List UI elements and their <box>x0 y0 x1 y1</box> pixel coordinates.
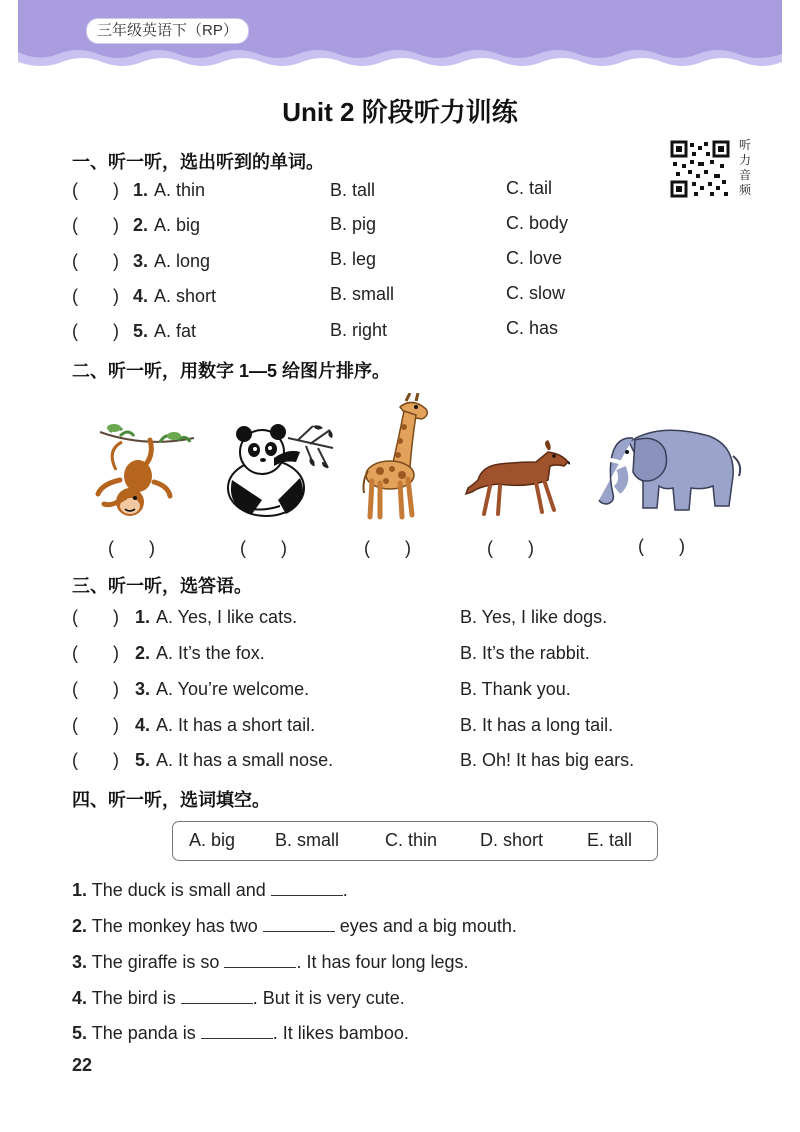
option-a[interactable]: A. It has a small nose. <box>156 750 334 770</box>
fill-blank[interactable] <box>271 877 343 896</box>
question-number: 2. <box>135 643 151 663</box>
option-b[interactable]: B. small <box>330 284 395 304</box>
option-c[interactable]: C. has <box>506 318 559 338</box>
fill-sentence <box>72 949 469 973</box>
question-number: 4. <box>72 988 88 1008</box>
option-c[interactable]: C. tail <box>506 178 553 198</box>
question-number: 1. <box>133 180 149 200</box>
word-option[interactable]: C. thin <box>385 830 438 850</box>
sentence-end: eyes and a big mouth. <box>334 916 517 936</box>
sentence-start: The duck is small and <box>91 880 271 900</box>
question-number: 4. <box>135 715 151 735</box>
giraffe-image <box>360 393 440 521</box>
answer-blank[interactable]: ( ) <box>72 750 119 770</box>
option-a[interactable]: A. big <box>154 215 201 235</box>
fill-sentence <box>72 913 517 937</box>
word-option[interactable]: E. tall <box>587 830 633 850</box>
answer-blank[interactable]: ( ) <box>72 715 119 735</box>
option-a[interactable]: A. short <box>154 286 217 306</box>
option-b[interactable]: B. It has a long tail. <box>460 715 614 735</box>
question-number: 5. <box>72 1023 88 1043</box>
answer-blank[interactable]: ( ) <box>72 643 119 663</box>
answer-blank[interactable]: ( ) <box>72 679 119 699</box>
sentence-start: The bird is <box>91 988 181 1008</box>
monkey-image <box>90 410 200 522</box>
order-blank[interactable]: ( ) <box>364 538 411 558</box>
answer-blank[interactable]: ( ) <box>72 321 119 341</box>
question-number: 1. <box>72 880 88 900</box>
option-a[interactable]: A. It’s the fox. <box>156 643 265 663</box>
question-number: 5. <box>133 321 149 341</box>
answer-blank[interactable]: ( ) <box>72 286 119 306</box>
option-a[interactable]: A. thin <box>154 180 206 200</box>
option-a[interactable]: A. Yes, I like cats. <box>156 607 298 627</box>
sentence-end: . But it is very cute. <box>252 988 405 1008</box>
option-a[interactable]: A. It has a short tail. <box>156 715 316 735</box>
option-b[interactable]: B. Oh! It has big ears. <box>460 750 635 770</box>
word-option[interactable]: A. big <box>189 830 236 850</box>
word-option[interactable]: D. short <box>480 830 544 850</box>
answer-blank[interactable]: ( ) <box>72 607 119 627</box>
option-b[interactable]: B. It’s the rabbit. <box>460 643 590 663</box>
option-b[interactable]: B. Yes, I like dogs. <box>460 607 608 627</box>
answer-blank[interactable]: ( ) <box>72 215 119 235</box>
panda-image <box>218 418 338 520</box>
sentence-start: The giraffe is so <box>91 952 225 972</box>
option-c[interactable]: C. body <box>506 213 569 233</box>
page-number: 22 <box>72 1055 93 1075</box>
sentence-end: . <box>342 880 348 900</box>
question-number: 3. <box>135 679 151 699</box>
question-number: 5. <box>135 750 151 770</box>
question-number: 2. <box>72 916 88 936</box>
page-title: Unit 2 阶段听力训练 <box>282 97 518 127</box>
question-number: 2. <box>133 215 149 235</box>
sentence-start: The monkey has two <box>91 916 263 936</box>
option-b[interactable]: B. leg <box>330 249 377 269</box>
section3-heading: 三、听一听，选答语。 <box>72 576 252 596</box>
order-blank[interactable]: ( ) <box>108 538 155 558</box>
order-blank[interactable]: ( ) <box>487 538 534 558</box>
word-bank <box>172 821 658 861</box>
option-a[interactable]: A. You’re welcome. <box>156 679 310 699</box>
fill-blank[interactable] <box>201 1020 273 1039</box>
sentence-start: The panda is <box>91 1023 201 1043</box>
fill-blank[interactable] <box>263 913 335 932</box>
qr-caption: 听力音频 <box>738 138 751 197</box>
order-blank[interactable]: ( ) <box>638 536 685 556</box>
section1-heading: 一、听一听，选出听到的单词。 <box>72 152 324 172</box>
sentence-end: . It has four long legs. <box>296 952 469 972</box>
grade-tag: 三年级英语下（RP） <box>86 18 249 44</box>
fill-blank[interactable] <box>181 985 253 1004</box>
sentence-end: . It likes bamboo. <box>272 1023 409 1043</box>
answer-blank[interactable]: ( ) <box>72 180 119 200</box>
answer-blank[interactable]: ( ) <box>72 251 119 271</box>
option-b[interactable]: B. right <box>330 320 388 340</box>
option-a[interactable]: A. fat <box>154 321 197 341</box>
fill-blank[interactable] <box>224 949 296 968</box>
option-b[interactable]: B. tall <box>330 180 376 200</box>
question-number: 1. <box>135 607 151 627</box>
section4-heading: 四、听一听，选词填空。 <box>72 790 270 810</box>
question-number: 3. <box>133 251 149 271</box>
header-band <box>18 0 782 82</box>
fill-sentence <box>72 1020 409 1044</box>
dog-image <box>460 440 570 520</box>
question-number: 4. <box>133 286 149 306</box>
order-blank[interactable]: ( ) <box>240 538 287 558</box>
word-option[interactable]: B. small <box>275 830 340 850</box>
fill-sentence <box>72 985 405 1009</box>
option-c[interactable]: C. love <box>506 248 563 268</box>
option-b[interactable]: B. pig <box>330 214 377 234</box>
question-number: 3. <box>72 952 88 972</box>
qr-code-icon[interactable] <box>670 140 730 198</box>
option-b[interactable]: B. Thank you. <box>460 679 571 699</box>
section2-heading: 二、听一听，用数字 1—5 给图片排序。 <box>72 361 391 381</box>
fill-sentence <box>72 877 348 901</box>
option-c[interactable]: C. slow <box>506 283 566 303</box>
elephant-image <box>595 424 745 520</box>
option-a[interactable]: A. long <box>154 251 211 271</box>
